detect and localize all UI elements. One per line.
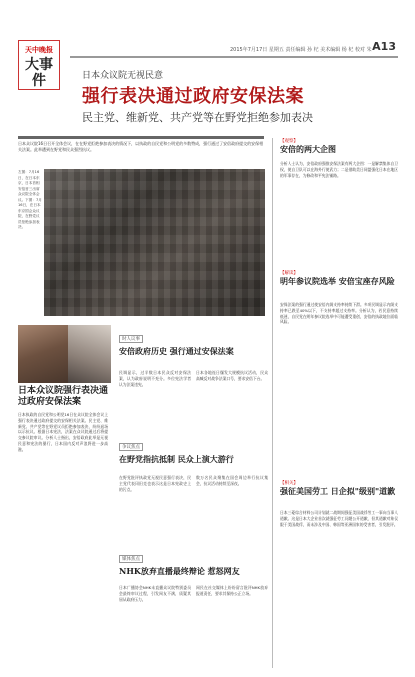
headline: 强行表决通过政府安保法案: [82, 86, 304, 107]
section-2-label: 争议焦点: [119, 443, 143, 451]
section-3-body-2: 网民在社交媒体上纷纷留言批评NHK放弃报道责任，要求其保持公正立场。: [196, 585, 268, 596]
section-name: 大事件: [25, 57, 53, 89]
right-article-1-label: 【观察】: [280, 139, 298, 144]
left-article-title: 日本众议院强行表决通过政府安保法案: [18, 386, 109, 407]
dateline: 2015年7月17日 星期五 责任编辑 孙 杞 美术编辑 杨 杞 校对 朱: [230, 47, 372, 53]
section-3-body-1: 日本广播协会NHK未直播众议院特别委员会最终审议过程，引发网友不满，质疑其屈从政府压力。: [119, 585, 191, 602]
right-article-1-body: 分析人士认为，安倍政府强推安保法案有两大企图：一是解禁集体自卫权，使自卫队可以在海外行使武力；二是借助美日同盟强化日本在地区的军事存在，为修改和平宪法铺路。: [280, 161, 398, 178]
section-3-label: 媒体焦点: [119, 555, 143, 563]
subheadline: 民主党、维新党、共产党等在野党拒绝参加表决: [82, 111, 313, 124]
section-2-title: 在野党指抗抵制 民众上演大游行: [119, 454, 234, 464]
side-title: 安倍政府历史 强行通过安保法案: [119, 346, 234, 356]
side-section-header: [119, 325, 266, 355]
section-2-body-2: 数万名民众聚集在国会周边举行抗议集会，抗议活动持续至深夜。: [196, 475, 268, 486]
right-article-3-label: 【相关】: [280, 481, 298, 486]
column-divider: [272, 138, 273, 668]
right-article-1-title: 安倍的两大企图: [280, 144, 336, 154]
left-article-body: 日本执政的自民党和公明党16日在众议院全体会议上强行表决通过政府提交的安保相关法案。民主党、维新党、共产党等在野党议员拒绝参加表决，纷纷退场以示抗议。根据日本宪法，法案在众议院通过后将提交参议院审议。分析人士指出，安倍政府此举是无视民意和宪法的暴行，日本国内反对声浪将进一步高涨。: [18, 412, 108, 452]
side-body-2: 日本各地连日爆发大规模抗议活动，民众高喊反对战争法案口号，要求安倍下台。: [196, 370, 268, 381]
divider: [18, 136, 264, 139]
right-article-2-title: 明年参议院选举 安倍宝座存风险: [280, 276, 395, 286]
right-article-1-header: [280, 138, 398, 154]
section-3-header: [119, 545, 266, 577]
section-2-body-1: 在野党批评执政党无视民意强行表决，民主党代表冈田克也表示这是日本宪政史上的污点。: [119, 475, 191, 492]
page-number: A13: [372, 40, 396, 53]
parliament-photo: [44, 169, 265, 316]
right-article-2-header: [280, 270, 398, 286]
section-3-title: NHK放弃直播最终辩论 惹怒网友: [119, 566, 240, 576]
photo-caption-side: 左图：7月16日，在日本东京，日本首相安倍晋三出席众议院全体会议。下图：7月16日，在日本东京国会众议院，在野党议员拒绝参加表决。: [18, 170, 42, 229]
newspaper-logo: 天中晚报: [25, 45, 53, 54]
right-article-2-label: 【解读】: [280, 271, 298, 276]
section-2-header: [119, 433, 266, 465]
masthead: [18, 40, 60, 90]
top-bar: [70, 40, 398, 58]
lead-paragraph: 日本众议院16日召开全体会议，在在野党拒绝参加表决的情况下，以执政的自民党和公明党的多数赞成，强行通过了安倍政府提交的安保相关法案。此举遭到在野党和民众强烈抗议。: [18, 141, 264, 152]
speaker-photo: [68, 325, 111, 383]
side-label: 时人议事: [119, 335, 143, 343]
right-article-3-title: 强征美国劳工 日企拟"级别"道歉: [280, 486, 396, 496]
side-body-1: 民调显示，过半数日本民众反对安保法案，认为政府说明不充分。多位宪法学者认为法案违宪。: [119, 370, 191, 387]
kicker: 日本众议院无视民意: [82, 71, 164, 81]
right-article-2-body: 安保法案的强行通过使安倍内阁支持率持续下滑。多项民调显示内阁支持率已跌至40%以下，不支持率超过支持率。分析认为，若民意持续低迷，自民党在明年参议院选举中可能遭受重创，安倍的执政地位面临风险。: [280, 302, 398, 325]
right-article-3-header: [280, 480, 398, 496]
right-article-3-body: 日本三菱综合材料公司计划就二战期间强征美国战俘劳工一事向当事人道歉。这是日本大企业首次就强征劳工问题公开道歉，但其道歉对象仅限于美国战俘，而未涉及中国、韩国等亚洲国家的受害者，引发批评。: [280, 510, 398, 527]
